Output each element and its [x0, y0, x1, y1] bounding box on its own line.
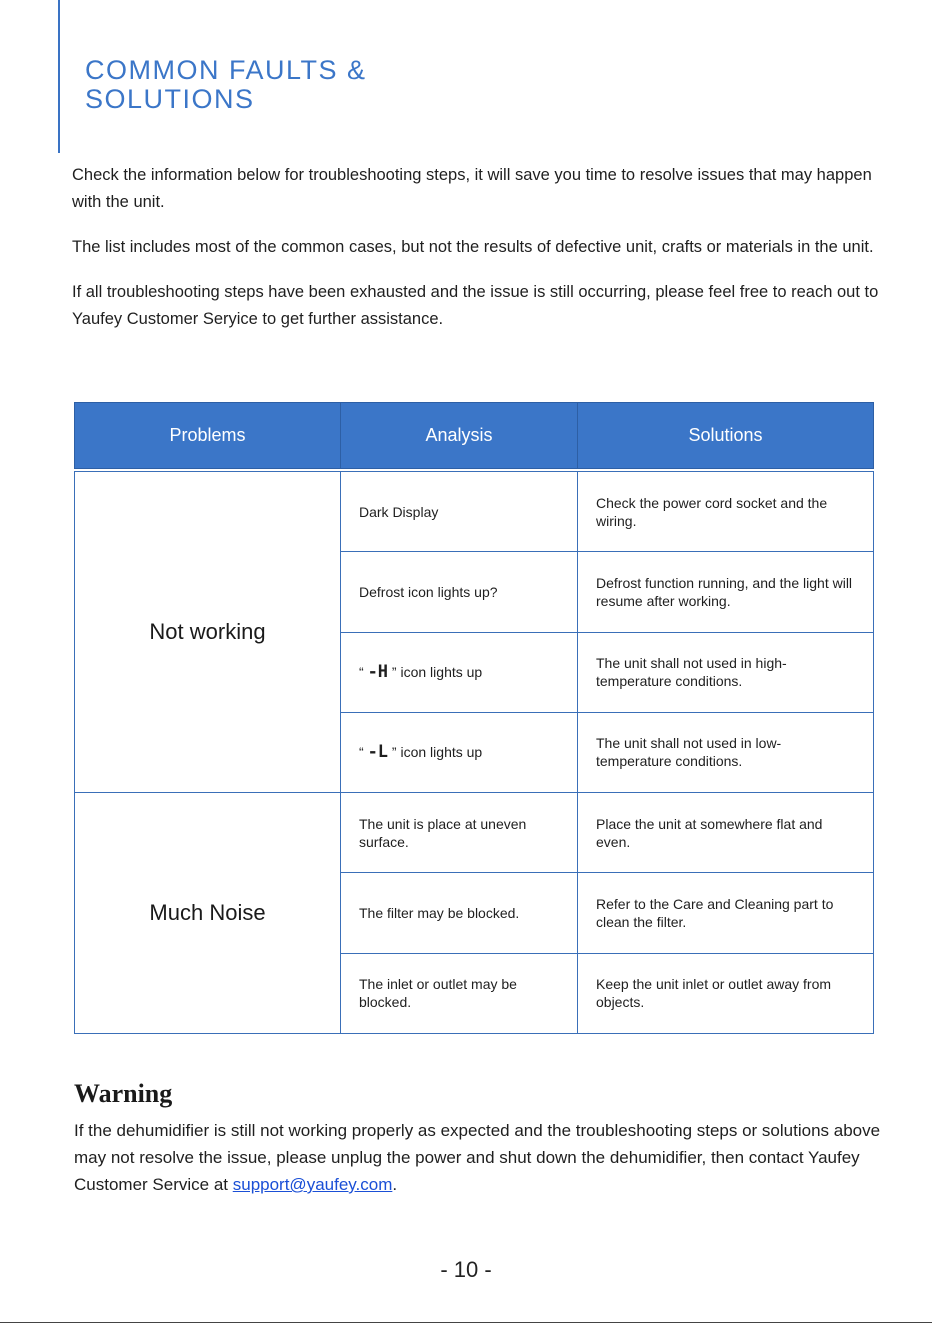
page-title-line-1: COMMON FAULTS & [85, 55, 367, 85]
warning-body: If the dehumidifier is still not working properly as expected and the troubleshooting steps or solutions above may not resolve the issue, please unplug the power and shut down the dehumidifier, then contact Yaufey Customer Service at [74, 1121, 881, 1194]
solution-cell: The unit shall not used in low-temperature conditions. [578, 712, 874, 792]
analysis-cell: The filter may be blocked. [341, 873, 578, 953]
table-row [75, 472, 874, 552]
problem-much-noise: Much Noise [75, 793, 341, 1034]
analysis-cell: Defrost icon lights up? [341, 552, 578, 632]
header-analysis: Analysis [341, 403, 578, 469]
solution-cell: Place the unit at somewhere flat and even. [578, 793, 874, 873]
support-email-link[interactable]: support@yaufey.com [232, 1175, 393, 1194]
page-number: - 10 - [440, 1257, 492, 1282]
intro-paragraph: If all troubleshooting steps have been exhausted and the issue is still occurring, please feel free to reach out to Yaufey Customer Seryice to get further assistance. [72, 283, 879, 328]
analysis-text: ” icon lights up [388, 664, 483, 681]
analysis-cell: Dark Display [341, 472, 578, 552]
low-temp-symbol-icon: -L [367, 742, 389, 763]
solution-cell: The unit shall not used in high-temperature conditions. [578, 632, 874, 712]
page-title [85, 56, 367, 114]
warning-title: Warning [74, 1079, 173, 1108]
analysis-text: ” icon lights up [388, 744, 483, 761]
solution-cell: Refer to the Care and Cleaning part to clean the filter. [578, 873, 874, 953]
analysis-cell: The unit is place at uneven surface. [341, 793, 578, 873]
header-problems: Problems [75, 403, 341, 469]
high-temp-symbol-icon: -H [367, 662, 389, 683]
analysis-cell [341, 632, 578, 712]
intro-paragraph: Check the information below for troubleshooting steps, it will save you time to resolve issues that may happen with the unit. [72, 166, 872, 211]
analysis-cell: The inlet or outlet may be blocked. [341, 953, 578, 1033]
warning-text [74, 1117, 884, 1198]
intro-paragraph: The list includes most of the common cases, but not the results of defective unit, crafts or materials in the unit. [72, 238, 874, 256]
table-header-row [75, 403, 874, 469]
problem-not-working: Not working [75, 472, 341, 793]
solution-cell: Check the power cord socket and the wiring. [578, 472, 874, 552]
analysis-cell [341, 712, 578, 792]
page-title-line-2: SOLUTIONS [85, 84, 255, 114]
quote-open: “ [359, 744, 364, 761]
header-solutions: Solutions [578, 403, 874, 469]
solution-cell: Keep the unit inlet or outlet away from objects. [578, 953, 874, 1033]
solution-cell: Defrost function running, and the light will resume after working. [578, 552, 874, 632]
intro-section [72, 162, 882, 351]
quote-open: “ [359, 664, 364, 681]
table-row [75, 793, 874, 873]
faults-table [74, 402, 874, 1034]
header-accent-rule [58, 0, 60, 153]
warning-suffix: . [392, 1175, 398, 1194]
